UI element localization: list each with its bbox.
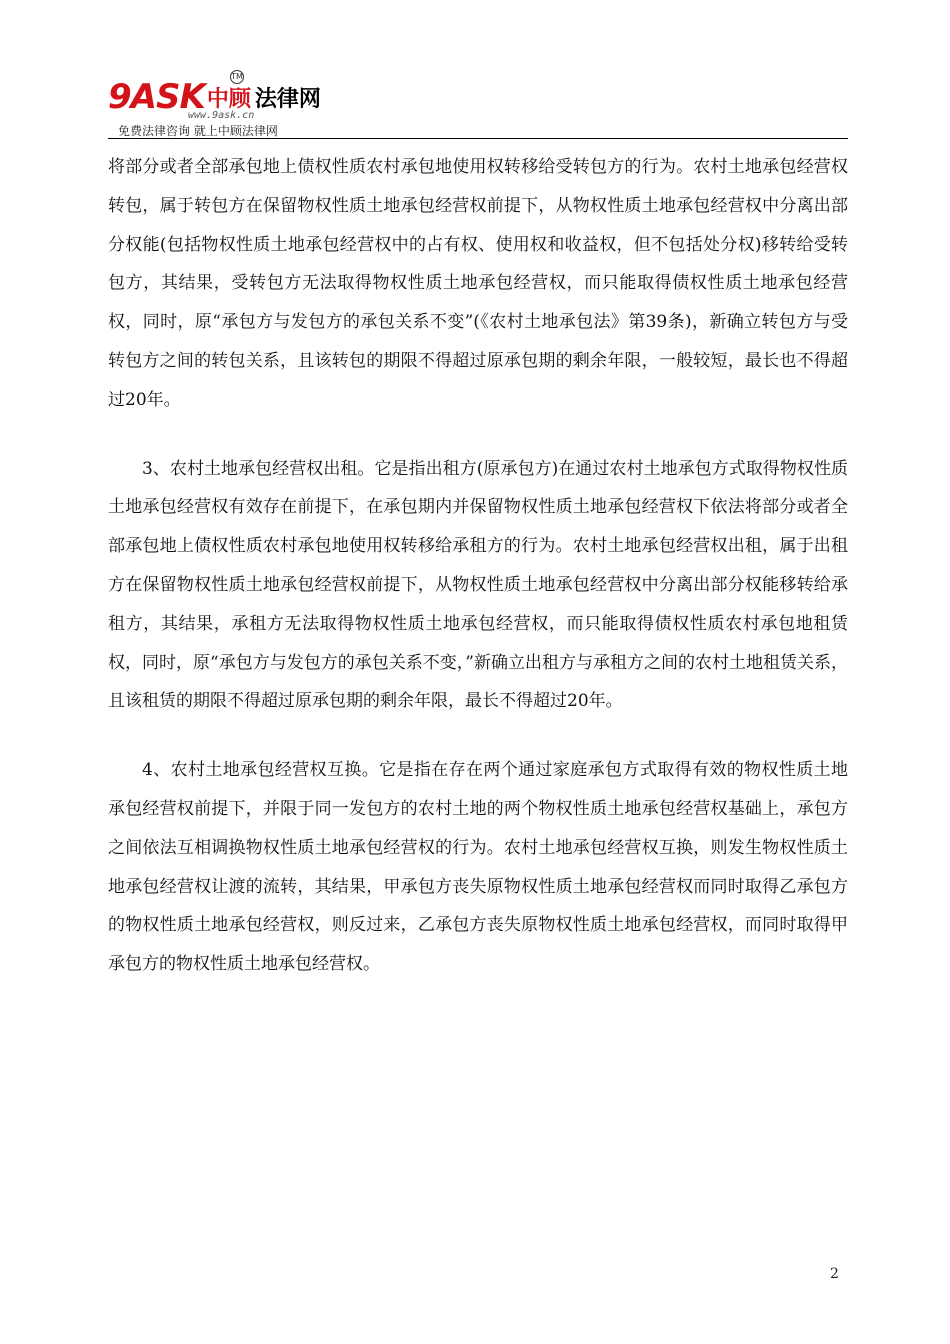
paragraph-exchange: 4、农村土地承包经营权互换。它是指在存在两个通过家庭承包方式取得有效的物权性质土地承包经营权前提下，并限于同一发包方的农村土地的两个物权性质土地承包经营权基础上，承包方之间依法互相调换物权性质土地承包经营权的行为。农村土地承包经营权互换，则发生物权性质土地承包经营权让渡的流转，其结果，甲承包方丧失原物权性质土地承包经营权而同时取得乙承包方的物权性质土地承包经营权，则反过来，乙承包方丧失原物权性质土地承包经营权，而同时取得甲承包方的物权性质土地承包经营权。 [108, 760, 848, 975]
trademark-icon: TM [230, 70, 244, 84]
logo-url: www.9ask.cn [188, 110, 255, 121]
page-header [108, 68, 848, 138]
logo-mark: 9ASK [108, 77, 205, 117]
document-body [108, 148, 848, 1014]
paragraph-lease: 3、农村土地承包经营权出租。它是指出租方(原承包方)在通过农村土地承包方式取得物权性质土地承包经营权有效存在前提下，在承包期内并保留物权性质土地承包经营权下依法将部分或者全部承包地上债权性质农村承包地使用权转移给承租方的行为。农村土地承包经营权出租，属于出租方在保留物权性质土地承包经营权前提下，从物权性质土地承包经营权中分离出部分权能移转给承租方，其结果，承租方无法取得物权性质土地承包经营权，而只能取得债权性质农村承包地租赁权，同时，原“承包方与发包方的承包关系不变，”新确立出租方与承租方之间的农村土地租赁关系，且该租赁的期限不得超过原承包期的剩余年限，最长不得超过20年。 [108, 458, 848, 712]
paragraph-continuation: 将部分或者全部承包地上债权性质农村承包地使用权转移给受转包方的行为。农村土地承包经营权转包，属于转包方在保留物权性质土地承包经营权前提下，从物权性质土地承包经营权中分离出部分权能(包括物权性质土地承包经营权中的占有权、使用权和收益权，但不包括处分权)移转给受转包方，其结果，受转包方无法取得物权性质土地承包经营权，而只能取得债权性质土地承包经营权，同时，原“承包方与发包方的承包关系不变”(《农村土地承包法》第39条)，新确立转包方与受转包方之间的转包关系，且该转包的期限不得超过原承包期的剩余年限，一般较短，最长也不得超过20年。 [108, 157, 848, 410]
logo-brand-law: 法律网 [254, 87, 321, 112]
logo-brand-cn: 中顾 [206, 87, 251, 112]
header-divider [108, 138, 848, 139]
logo-slogan: 免费法律咨询 就上中顾法律网 [118, 124, 278, 138]
page-number: 2 [830, 1266, 839, 1282]
